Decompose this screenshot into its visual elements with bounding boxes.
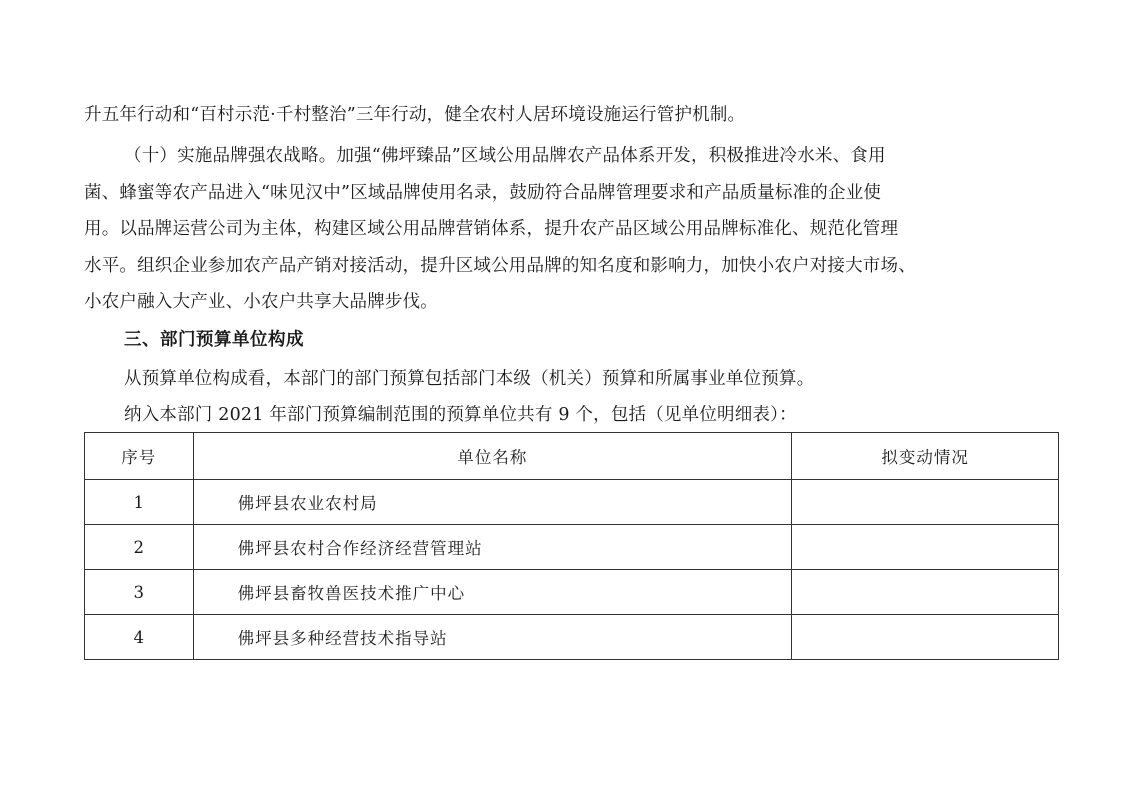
- budget-units-table: [84, 432, 1059, 660]
- paragraph-line: 纳入本部门 2021 年部门预算编制范围的预算单位共有 9 个，包括（见单位明细表）：: [124, 405, 797, 425]
- row-change: [792, 480, 1059, 525]
- row-index: 3: [85, 570, 194, 615]
- row-unit-name: 佛坪县多种经营技术指导站: [193, 615, 792, 660]
- table-row: [85, 615, 1059, 660]
- row-unit-name: 佛坪县农村合作经济经营管理站: [193, 525, 792, 570]
- row-index: 1: [85, 480, 194, 525]
- row-unit-name: 佛坪县农业农村局: [193, 480, 792, 525]
- header-change: 拟变动情况: [792, 433, 1059, 480]
- row-change: [792, 615, 1059, 660]
- row-index: 2: [85, 525, 194, 570]
- row-index: 4: [85, 615, 194, 660]
- table-header-row: [85, 433, 1059, 480]
- header-unit-name: 单位名称: [193, 433, 792, 480]
- paragraph-line: 小农户融入大产业、小农户共享大品牌步伐。: [84, 292, 438, 312]
- row-change: [792, 570, 1059, 615]
- paragraph-line: 从预算单位构成看，本部门的部门预算包括部门本级（机关）预算和所属事业单位预算。: [124, 369, 815, 389]
- paragraph-line: 升五年行动和“百村示范·千村整治”三年行动，健全农村人居环境设施运行管护机制。: [84, 105, 746, 125]
- section-heading: 三、部门预算单位构成: [124, 330, 304, 350]
- row-unit-name: 佛坪县畜牧兽医技术推广中心: [193, 570, 792, 615]
- paragraph-line: 水平。组织企业参加农产品产销对接活动，提升区域公用品牌的知名度和影响力，加快小农户对接大市场、: [84, 256, 916, 276]
- table-row: [85, 480, 1059, 525]
- row-change: [792, 525, 1059, 570]
- paragraph-line: 用。以品牌运营公司为主体，构建区域公用品牌营销体系，提升农产品区域公用品牌标准化、规范化管理: [84, 219, 899, 239]
- paragraph-line: 菌、蜂蜜等农产品进入“味见汉中”区域品牌使用名录，鼓励符合品牌管理要求和产品质量标准的企业使: [84, 183, 882, 203]
- table-row: [85, 525, 1059, 570]
- header-index: 序号: [85, 433, 194, 480]
- paragraph-line: （十）实施品牌强农战略。加强“佛坪臻品”区域公用品牌农产品体系开发，积极推进冷水米、食用: [124, 146, 886, 166]
- table-row: [85, 570, 1059, 615]
